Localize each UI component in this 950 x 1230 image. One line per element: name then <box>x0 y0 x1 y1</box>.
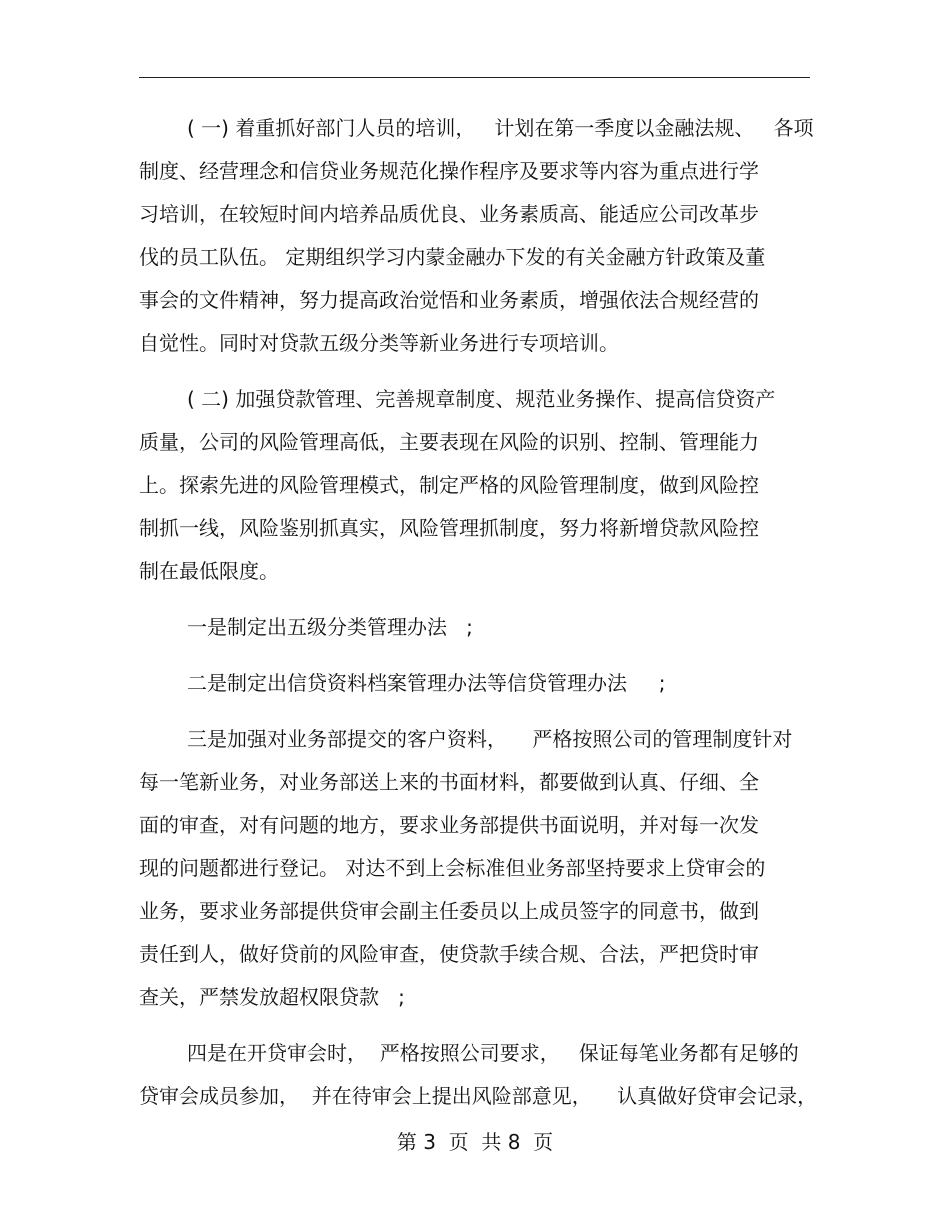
text-line: 贷审会成员参加， 并在待审会上提出风险部意见， 认真做好贷审会记录， <box>139 1084 818 1108</box>
text-line: 习培训，在较短时间内培养品质优良、业务素质高、能适应公司改革步 <box>139 202 759 226</box>
text-line: 伐的员工队伍。 定期组织学习内蒙金融办下发的有关金融方针政策及董 <box>139 245 766 269</box>
paragraph-item-four <box>139 1032 818 1118</box>
page-number-footer: 第 3 页 共 8 页 <box>396 1130 554 1154</box>
text-line: 面的审查，对有问题的地方，要求业务部提供书面说明，并对每一次发 <box>139 813 759 837</box>
text-line: 制在最低限度。 <box>139 559 279 583</box>
paragraph-gap <box>139 649 811 662</box>
text-line: 二是制定出信贷资料档案管理办法等信贷管理办法 ; <box>187 671 666 695</box>
paragraph-item-one <box>139 606 811 649</box>
text-line: 制度、经营理念和信贷业务规范化操作程序及要求等内容为重点进行学 <box>139 159 759 183</box>
text-line: ( 二) 加强贷款管理、完善规章制度、规范业务操作、提高信贷资产 <box>187 387 776 411</box>
text-line: 上。探索先进的风险管理模式，制定严格的风险管理制度，做到风险控 <box>139 473 759 497</box>
header-rule <box>139 77 810 78</box>
text-line: 责任到人，做好贷前的风险审查，使贷款手续合规、合法，严把贷时审 <box>139 942 759 966</box>
paragraph-gap <box>139 365 811 378</box>
text-line: 制抓一线，风险鉴别抓真实，风险管理抓制度，努力将新增贷款风险控 <box>139 516 759 540</box>
text-line: 现的问题都进行登记。 对达不到上会标准但业务部坚持要求上贷审会的 <box>139 856 766 880</box>
paragraph-training <box>139 107 814 365</box>
text-line: 事会的文件精神，努力提高政治觉悟和业务素质，增强依法合规经营的 <box>139 288 759 312</box>
text-line: 自觉性。同时对贷款五级分类等新业务进行专项培训。 <box>139 331 619 355</box>
text-line: 业务，要求业务部提供贷审会副主任委员以上成员签字的同意书，做到 <box>139 899 759 923</box>
paragraph-gap <box>139 705 811 718</box>
text-line: 三是加强对业务部提交的客户资料， 严格按照公司的管理制度针对 <box>187 727 793 751</box>
paragraph-gap <box>139 1019 811 1032</box>
paragraph-gap <box>139 593 811 606</box>
text-line: 质量，公司的风险管理高低，主要表现在风险的识别、控制、管理能力 <box>139 430 759 454</box>
paragraph-loan-management <box>139 378 811 593</box>
text-line: 查关，严禁发放超权限贷款 ; <box>139 985 405 1009</box>
text-line: 每一笔新业务，对业务部送上来的书面材料，都要做到认真、仔细、全 <box>139 770 759 794</box>
paragraph-item-three <box>139 718 811 1019</box>
text-line: ( 一) 着重抓好部门人员的培训， 计划在第一季度以金融法规、 各项 <box>187 116 814 140</box>
document-body <box>139 107 818 1118</box>
paragraph-item-two <box>139 662 811 705</box>
text-line: 一是制定出五级分类管理办法 ; <box>187 615 473 639</box>
text-line: 四是在开贷审会时， 严格按照公司要求， 保证每笔业务都有足够的 <box>187 1041 799 1065</box>
